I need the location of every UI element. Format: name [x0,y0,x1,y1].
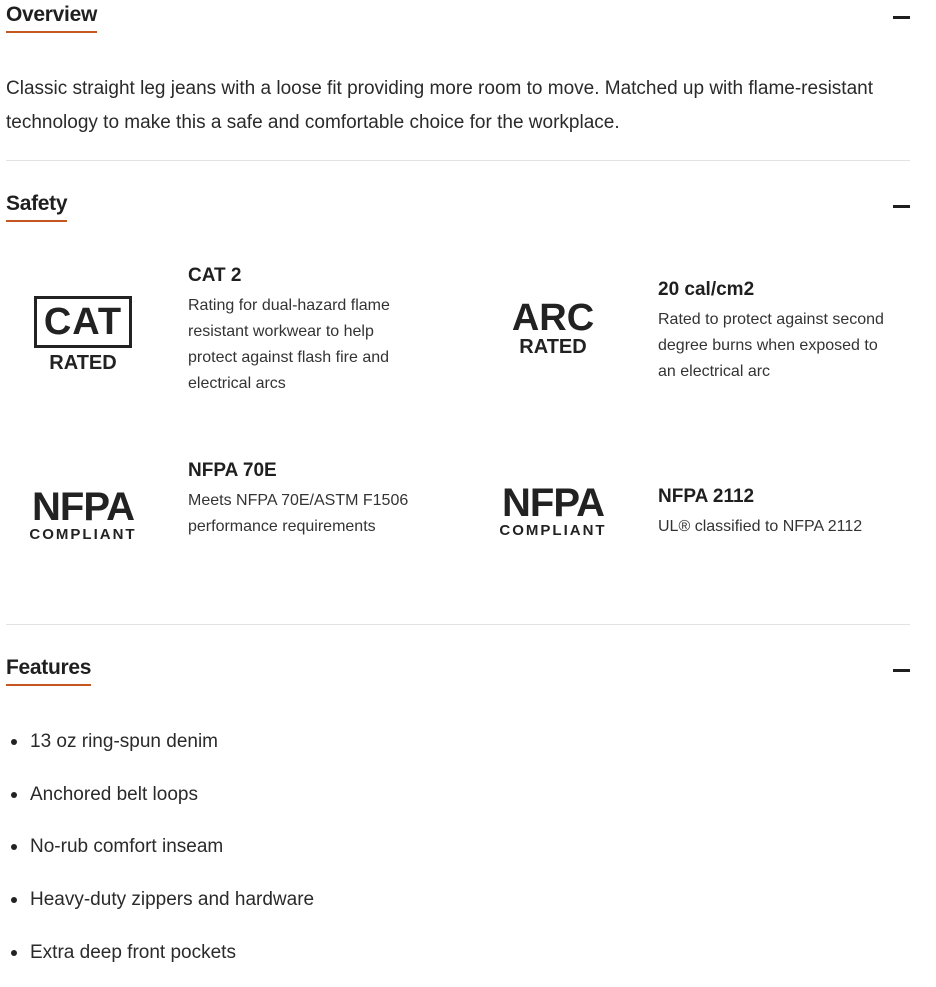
list-item [6,933,314,973]
logo-sub: RATED [49,351,117,374]
list-item [6,775,314,815]
collapse-icon[interactable] [893,16,910,19]
safety-header[interactable] [6,192,910,222]
safety-item-nfpa2112 [478,480,888,540]
bullet-icon [11,739,17,745]
logo-main: CAT [34,296,132,348]
nfpa-compliant-logo [8,460,158,570]
item-title: NFPA 2112 [658,486,755,507]
list-item [6,827,314,867]
arc-rated-logo [478,279,628,379]
divider [6,160,910,161]
logo-sub: COMPLIANT [29,525,137,543]
nfpa-compliant-logo [478,480,628,539]
features-title[interactable]: Features [6,656,91,686]
list-item [6,722,314,762]
overview-title[interactable]: Overview [6,3,97,33]
feature-text: Extra deep front pockets [30,941,236,963]
divider [6,624,910,625]
item-desc: Rated to protect against second degree burns when exposed to an electrical arc [658,311,884,380]
collapse-icon[interactable] [893,669,910,672]
item-title: NFPA 70E [188,460,277,481]
item-title: CAT 2 [188,265,242,286]
list-item [6,880,314,920]
bullet-icon [11,792,17,798]
feature-text: 13 oz ring-spun denim [30,731,218,752]
bullet-icon [11,897,17,903]
logo-main: ARC [511,296,595,339]
safety-item-arc [478,279,888,385]
cat-rated-logo [8,265,158,405]
safety-item-cat [8,265,418,405]
overview-text: Classic straight leg jeans with a loose fit providing more room to move. Matched up with flame-resistant technology to make this a safe and comfortable choice for the workplace. [6,78,873,133]
item-title: 20 cal/cm2 [658,279,755,300]
item-desc: UL® classified to NFPA 2112 [658,518,863,535]
item-desc: Rating for dual-hazard flame resistant workwear to help protect against flash fire and electrical arcs [188,297,390,392]
safety-item-nfpa70e [8,460,418,570]
overview-header[interactable] [6,3,910,33]
features-list [6,722,314,985]
logo-main: NFPA [502,480,604,525]
logo-main: NFPA [32,484,134,529]
logo-sub: COMPLIANT [499,521,607,539]
logo-sub: RATED [519,335,587,358]
item-desc: Meets NFPA 70E/ASTM F1506 performance requirements [188,492,409,535]
bullet-icon [11,950,17,956]
feature-text: No-rub comfort inseam [30,836,224,858]
bullet-icon [11,844,17,850]
collapse-icon[interactable] [893,205,910,208]
safety-title[interactable]: Safety [6,192,67,222]
features-header[interactable] [6,656,910,686]
feature-text: Anchored belt loops [30,783,198,805]
feature-text: Heavy-duty zippers and hardware [30,889,315,911]
